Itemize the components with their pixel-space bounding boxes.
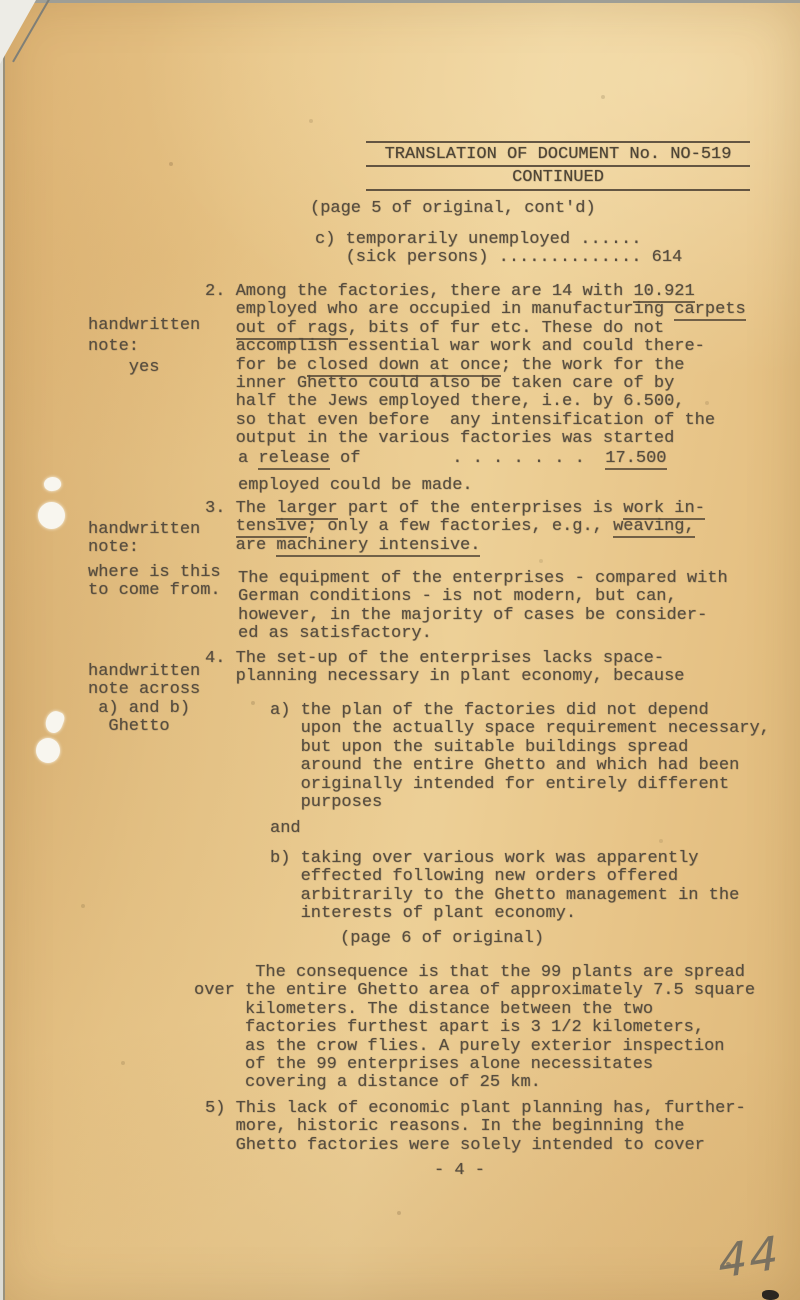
typed-line: to come from. bbox=[88, 581, 221, 601]
typed-line: - 4 - bbox=[434, 1161, 486, 1180]
typed-line: arbitrarily to the Ghetto management in the bbox=[270, 885, 740, 905]
document-title: TRANSLATION OF DOCUMENT No. NO-519 bbox=[366, 143, 750, 167]
typed-line: accomplish essential war work and could there- bbox=[205, 337, 705, 357]
typed-line: handwritten bbox=[88, 520, 201, 539]
item-2 bbox=[205, 283, 746, 449]
item-3 bbox=[205, 500, 705, 555]
typed-line: note: bbox=[88, 337, 140, 356]
typed-line: handwritten bbox=[88, 316, 201, 335]
punch-hole-tear-1 bbox=[43, 475, 63, 493]
typed-line: planning necessary in plant economy, because bbox=[205, 667, 685, 687]
typed-line: 3. The larger part of the enterprises is work in- bbox=[205, 499, 705, 518]
typed-line: note: bbox=[88, 538, 140, 558]
ink-smudge bbox=[762, 1290, 779, 1300]
and-connector bbox=[270, 820, 301, 838]
typed-line: a) the plan of the factories did not depend bbox=[270, 701, 709, 720]
typed-line: 5) This lack of economic plant planning has, further- bbox=[205, 1099, 746, 1118]
typed-line: kilometers. The distance between the two bbox=[194, 999, 654, 1019]
punch-hole-tear-2 bbox=[43, 709, 66, 735]
margin-note-1 bbox=[88, 315, 200, 378]
typed-line: c) temporarily unemployed ...... bbox=[315, 230, 642, 249]
typed-line: over the entire Ghetto area of approximately 7.5 square bbox=[194, 981, 756, 1001]
typed-line: but upon the suitable buildings spread bbox=[270, 737, 689, 757]
typed-line: ed as satisfactory. bbox=[238, 624, 432, 644]
typed-line: a release of . . . . . . . 17.500 bbox=[238, 449, 667, 468]
typed-line: factories furthest apart is 3 1/2 kilometers, bbox=[194, 1018, 705, 1038]
typed-line: (page 6 of original) bbox=[340, 929, 545, 948]
typed-line: yes bbox=[88, 358, 160, 377]
sick-persons-item bbox=[315, 231, 682, 268]
margin-note-2-text bbox=[88, 564, 221, 601]
typed-line: so that even before any intensification of the bbox=[205, 410, 716, 430]
typed-line: more, historic reasons. In the beginning the bbox=[205, 1117, 685, 1137]
typed-line: Ghetto bbox=[88, 717, 170, 737]
punch-hole-2 bbox=[36, 738, 60, 763]
scanner-edge-top bbox=[0, 0, 800, 3]
item-5 bbox=[205, 1100, 746, 1155]
typed-line: around the entire Ghetto and which had been bbox=[270, 756, 740, 776]
typed-line: (sick persons) .............. 614 bbox=[315, 248, 683, 268]
typed-line: handwritten bbox=[88, 662, 201, 681]
margin-note-3 bbox=[88, 663, 200, 737]
typed-line: purposes bbox=[270, 793, 383, 813]
typed-line: effected following new orders offered bbox=[270, 867, 679, 887]
typed-line: half the Jews employed there, i.e. by 6.500, bbox=[205, 392, 685, 412]
page-number bbox=[434, 1162, 485, 1180]
typed-line: Ghetto factories were solely intended to cover bbox=[205, 1135, 705, 1155]
typed-line: inner Ghetto could also be taken care of by bbox=[205, 374, 675, 394]
document-subtitle: CONTINUED bbox=[512, 168, 604, 187]
item-4 bbox=[205, 650, 684, 687]
margin-note-2-label bbox=[88, 521, 200, 558]
typed-line: of the 99 enterprises alone necessitates bbox=[194, 1055, 654, 1075]
typed-line: 2. Among the factories, there are 14 with 10.921 bbox=[205, 282, 695, 301]
typed-line: where is this bbox=[88, 563, 221, 582]
consequence-paragraph bbox=[194, 964, 755, 1093]
typed-line: a) and b) bbox=[88, 698, 191, 718]
typed-line: interests of plant economy. bbox=[270, 904, 577, 924]
page-ref-5 bbox=[310, 200, 596, 218]
typed-line: The consequence is that the 99 plants are spread bbox=[194, 963, 745, 982]
typed-line: out of rags, bits of fur etc. These do not bbox=[235, 318, 665, 338]
typed-line: note across bbox=[88, 680, 201, 700]
document-header bbox=[366, 141, 750, 191]
employed-line bbox=[238, 477, 473, 495]
item-4a bbox=[270, 702, 770, 812]
typed-line: 4. The set-up of the enterprises lacks space- bbox=[205, 649, 665, 668]
typed-line: The equipment of the enterprises - compared with bbox=[238, 569, 728, 588]
typed-line: German conditions - is not modern, but can, bbox=[238, 587, 677, 607]
typed-line: output in the various factories was started bbox=[205, 429, 675, 449]
typed-line: b) taking over various work was apparently bbox=[270, 849, 699, 868]
typed-line: (page 5 of original, cont'd) bbox=[310, 199, 596, 218]
paper-edge-left bbox=[3, 0, 5, 1300]
release-line bbox=[238, 450, 667, 468]
typed-line: employed could be made. bbox=[238, 476, 473, 495]
typed-line: originally intended for entirely different bbox=[270, 774, 730, 794]
equipment-paragraph bbox=[238, 570, 728, 644]
typed-line: and bbox=[270, 819, 301, 838]
typed-line: employed who are occupied in manufacturing carpets bbox=[205, 300, 746, 320]
typed-line: however, in the majority of cases be consider- bbox=[238, 605, 708, 625]
page-ref-6 bbox=[340, 930, 544, 948]
typed-line: covering a distance of 25 km. bbox=[194, 1073, 541, 1093]
typed-line: for be closed down at once; the work for the bbox=[205, 355, 685, 375]
typed-line: tensive; only a few factories, e.g., weaving, bbox=[235, 517, 695, 537]
typed-line: upon the actually space requirement necessary, bbox=[270, 719, 770, 739]
typed-line: are machinery intensive. bbox=[205, 535, 481, 555]
typed-line: as the crow flies. A purely exterior inspection bbox=[194, 1036, 725, 1056]
item-4b bbox=[270, 850, 739, 924]
handwritten-page-number: 44 bbox=[716, 1224, 782, 1290]
punch-hole-1 bbox=[38, 502, 65, 529]
